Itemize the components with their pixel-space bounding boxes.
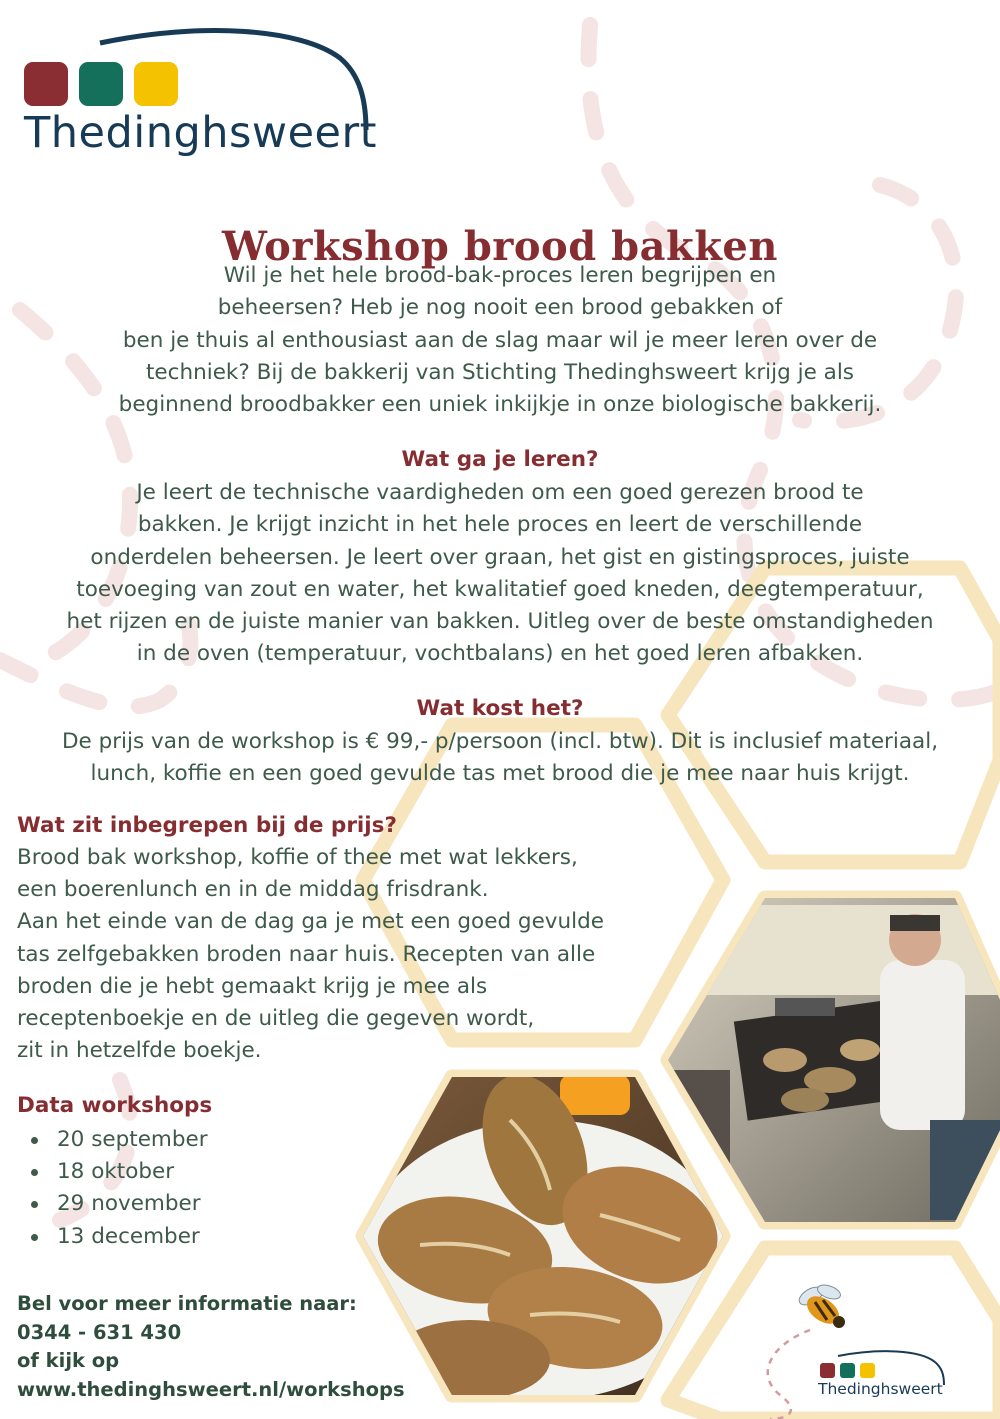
learn-line: onderdelen beheersen. Je leert over graan, het gist en gistingsproces, juiste xyxy=(90,544,910,570)
contact-or: of kijk op xyxy=(17,1349,120,1372)
learn-line: in de oven (temperatuur, vochtbalans) en het goed leren afbakken. xyxy=(136,641,864,667)
included-line: broden die je hebt gemaakt krijg je mee als xyxy=(17,973,488,999)
logo-wordmark: Thedinghsweert xyxy=(24,108,378,158)
date-item: 20 september xyxy=(17,1124,208,1156)
learn-paragraph xyxy=(20,477,980,671)
learn-line: Je leert de technische vaardigheden om een goed gerezen brood te xyxy=(136,480,864,505)
footer-logo-wordmark: Thedinghsweert xyxy=(818,1380,943,1398)
included-paragraph xyxy=(17,842,677,1067)
intro-line: techniek? Bij de bakkerij van Stichting Thedinghsweert krijg je als xyxy=(146,359,854,385)
intro-line: Wil je het hele brood-bak-proces leren begrijpen en xyxy=(223,263,777,288)
dates-heading: Data workshops xyxy=(17,1093,213,1118)
intro-line: beginnend broodbakker een uniek inkijkje in onze biologische bakkerij. xyxy=(118,392,882,418)
footer-logo-square-yellow xyxy=(860,1363,875,1378)
intro-line: beheersen? Heb je nog nooit een brood gebakken of xyxy=(217,295,783,321)
bee-icon xyxy=(796,1282,845,1329)
page-title: Workshop brood bakken xyxy=(222,222,778,270)
logo-square-red xyxy=(24,62,68,106)
footer-logo-square-green xyxy=(840,1363,855,1378)
logo-square-green xyxy=(79,62,123,106)
dates-list xyxy=(17,1124,208,1253)
contact-url-link[interactable]: www.thedinghsweert.nl/workshops xyxy=(17,1377,405,1401)
date-item: 13 december xyxy=(17,1221,208,1253)
date-item: 18 oktober xyxy=(17,1156,208,1188)
bread-photo xyxy=(360,1060,734,1400)
included-line: Aan het einde van de dag ga je met een goed gevulde xyxy=(17,909,604,935)
bee-trail xyxy=(768,1330,810,1419)
learn-line: bakken. Je krijgt inzicht in het hele proces en leert de verschillende xyxy=(137,512,863,538)
included-line: zit in hetzelfde boekje. xyxy=(17,1038,262,1064)
contact-block xyxy=(17,1290,405,1404)
contact-phone[interactable]: 0344 - 631 430 xyxy=(17,1320,182,1344)
cost-line: lunch, koffie en een goed gevulde tas met brood die je mee naar huis krijgt. xyxy=(90,761,910,787)
included-line: tas zelfgebakken broden naar huis. Recepten van alle xyxy=(17,941,596,967)
included-line: Brood bak workshop, koffie of thee met wat lekkers, xyxy=(17,845,578,870)
learn-line: het rijzen en de juiste manier van bakken. Uitleg over de beste omstandigheden xyxy=(66,609,934,635)
footer-logo-square-red xyxy=(820,1363,835,1378)
contact-intro: Bel voor meer informatie naar: xyxy=(17,1292,357,1315)
included-line: een boerenlunch en in de middag frisdrank. xyxy=(17,877,489,903)
learn-heading: Wat ga je leren? xyxy=(401,447,599,472)
intro-paragraph xyxy=(20,260,980,421)
date-item: 29 november xyxy=(17,1188,208,1220)
intro-line: ben je thuis al enthousiast aan de slag maar wil je meer leren over de xyxy=(122,327,878,353)
included-heading: Wat zit inbegrepen bij de prijs? xyxy=(17,813,397,838)
learn-line: toevoeging van zout en water, het kwalitatief goed kneden, deegtemperatuur, xyxy=(76,576,924,602)
logo-square-yellow xyxy=(134,62,178,106)
cost-heading: Wat kost het? xyxy=(416,696,584,721)
cost-paragraph xyxy=(20,726,980,791)
cost-line: De prijs van de workshop is € 99,- p/persoon (incl. btw). Dit is inclusief materiaal, xyxy=(61,729,939,754)
included-line: receptenboekje en de uitleg die gegeven wordt, xyxy=(17,1006,535,1032)
bakery-photo xyxy=(660,895,1000,1225)
